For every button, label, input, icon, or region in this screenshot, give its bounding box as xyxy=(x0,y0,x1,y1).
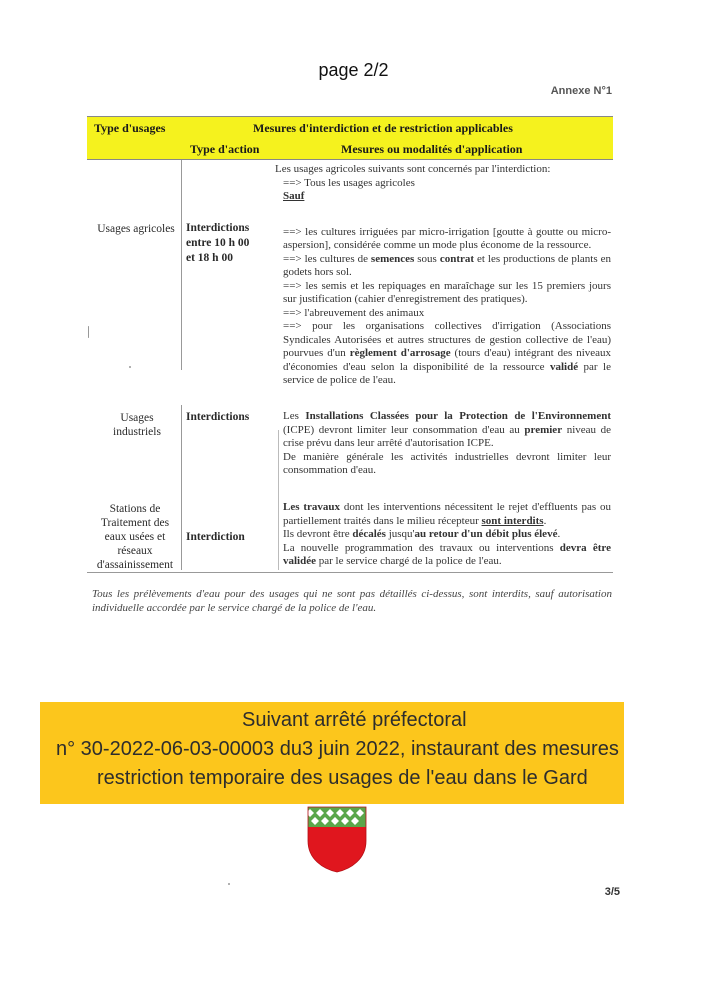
agri-e4: ==> l'abreuvement des animaux xyxy=(283,306,425,319)
column-divider xyxy=(181,160,182,370)
indus-text: (ICPE) devront limiter leur consommation d'eau au xyxy=(283,423,525,436)
usage-line: Stations de xyxy=(109,503,161,515)
agri-e5-valide: validé xyxy=(549,360,579,373)
agri-e5-text: ==> pour les organisations collectives d'irrigation (Associations Syndicales Autorisées et autres structures de gestion collective de l'eau) pourvues d'un xyxy=(283,320,611,359)
step-text: . xyxy=(543,514,547,527)
header-type-usages: Type d'usages xyxy=(94,121,166,135)
header-type-action: Type d'action xyxy=(190,142,260,156)
gard-coat-of-arms-icon xyxy=(305,805,369,873)
step-p1 xyxy=(283,501,611,528)
decree-banner xyxy=(40,702,624,804)
step-interdits: sont interdits xyxy=(481,514,544,527)
banner-line-1: Suivant arrêté préfectoral xyxy=(242,709,467,731)
usage-industriels xyxy=(92,411,182,439)
usage-line: Usages xyxy=(120,412,154,424)
step-validee: devra être validée xyxy=(283,541,611,567)
column-divider xyxy=(278,430,279,570)
action-line: entre 10 h 00 xyxy=(186,237,250,249)
agri-e1: ==> les cultures irriguées par micro-irrigation [goutte à goutte ou micro-aspersion], considérée comme un mode plus économe de la ressource. xyxy=(283,225,611,251)
usage-line: industriels xyxy=(113,426,161,438)
header-modalites: Mesures ou modalités d'application xyxy=(341,142,523,156)
action-step: Interdiction xyxy=(186,531,245,543)
agri-e3: ==> les semis et les repiquages en maraîchage sur les 15 premiers jours sur justification (cahier d'enregistrement des pratiques). xyxy=(283,279,611,305)
measure-industriels xyxy=(283,410,611,478)
scan-speck xyxy=(88,326,89,338)
step-retour: au retour d'un débit plus élevé xyxy=(414,528,558,540)
table-rule xyxy=(87,159,613,160)
indus-text: niveau de crise prévu dans leur arrêté d'autorisation ICPE. xyxy=(283,423,612,449)
scan-speck xyxy=(228,883,230,885)
measure-agricoles xyxy=(275,163,612,388)
usage-line: d'assainissement xyxy=(96,559,174,571)
agri-e2-contrat: contrat xyxy=(439,252,475,265)
table-rule xyxy=(87,116,613,117)
agri-e2-text: ==> les cultures de xyxy=(283,252,371,265)
header-mesures: Mesures d'interdiction et de restriction applicables xyxy=(253,121,513,135)
step-text: jusqu' xyxy=(385,528,415,540)
agri-e5 xyxy=(283,320,611,388)
table-rule xyxy=(87,572,613,573)
indus-premier: premier xyxy=(524,423,563,436)
step-text: . xyxy=(557,528,561,540)
agri-e2-semences: semences xyxy=(370,252,415,265)
step-p3 xyxy=(283,542,611,569)
step-text: La nouvelle programmation des travaux ou interventions xyxy=(283,541,560,554)
agri-all: ==> Tous les usages agricoles xyxy=(283,176,415,189)
step-decales: décalés xyxy=(352,528,386,540)
step-text: dont les interventions nécessitent le rejet d'effluents pas ou partiellement traités dans le milieu récepteur xyxy=(283,501,611,527)
usage-agricoles: Usages agricoles xyxy=(97,223,175,235)
scan-speck xyxy=(129,366,131,368)
usage-line: eaux usées et xyxy=(104,531,166,543)
banner-line-3: restriction temporaire des usages de l'eau dans le Gard xyxy=(97,767,588,789)
agri-sauf-line xyxy=(283,190,611,204)
document-page-number: 3/5 xyxy=(604,886,620,898)
usage-line: Traitement des xyxy=(100,517,170,529)
usage-line: réseaux xyxy=(117,545,153,557)
step-text: par le service chargé de la police de l'eau. xyxy=(316,555,502,567)
indus-icpe: Installations Classées pour la Protection de l'Environnement xyxy=(305,410,611,422)
action-line: Interdictions xyxy=(186,222,250,234)
agri-e2-text: sous xyxy=(414,252,440,265)
action-agricoles xyxy=(186,221,249,266)
indus-p2: De manière générale les activités industrielles devront limiter leur consommation d'eau. xyxy=(283,450,611,476)
annexe-label: Annexe N°1 xyxy=(550,85,612,97)
agri-e5-text: par le service de police de l'eau. xyxy=(283,360,611,386)
step-p2 xyxy=(283,528,611,542)
indus-text: Les xyxy=(283,410,306,422)
measure-step xyxy=(283,501,611,569)
action-line: et 18 h 00 xyxy=(186,252,233,264)
action-industriels: Interdictions xyxy=(186,411,250,423)
banner-line-2: n° 30-2022-06-03-00003 du3 juin 2022, instaurant des mesures xyxy=(56,738,619,760)
agri-e5-reglement: règlement d'arrosage xyxy=(349,347,451,359)
agri-e2-text: et les productions de plants en godets hors sol. xyxy=(283,252,611,278)
agri-intro: Les usages agricoles suivants sont concernés par l'interdiction: xyxy=(275,163,551,175)
step-travaux: Les travaux xyxy=(283,501,341,513)
agri-sauf: Sauf xyxy=(283,190,305,202)
step-text: Ils devront être xyxy=(283,528,353,540)
footnote: Tous les prélèvements d'eau pour des usages qui ne sont pas détaillés ci-dessus, sont interdits, sauf autorisation individuelle accordée par le service chargé de la police de l'eau. xyxy=(92,588,612,614)
agri-e2 xyxy=(283,253,611,280)
usage-step xyxy=(89,502,181,572)
page-number: page 2/2 xyxy=(318,60,389,80)
agri-e5-text: (tours d'eau) intégrant des niveaux d'économies d'eau selon la disponibilité de la ressource xyxy=(283,347,612,373)
indus-p1 xyxy=(283,410,611,451)
